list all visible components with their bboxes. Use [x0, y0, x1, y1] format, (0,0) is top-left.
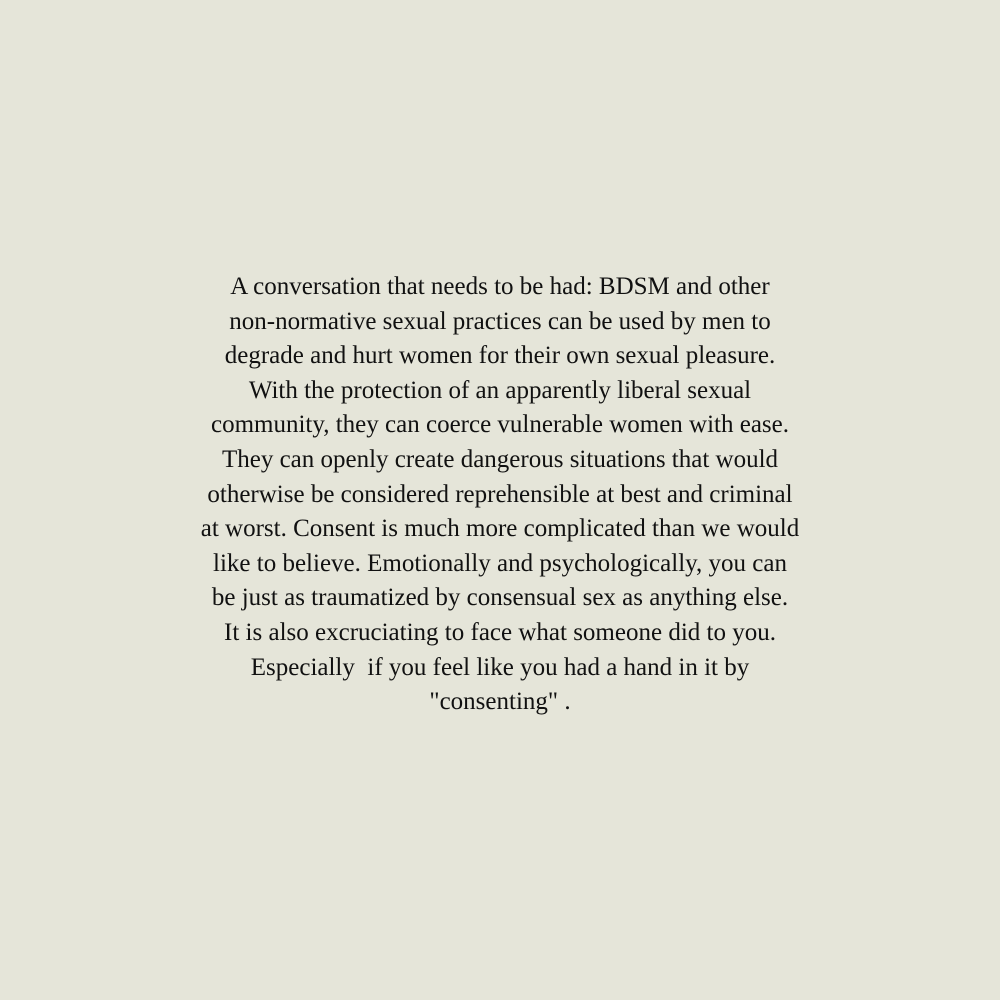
text-line: "consenting" .: [429, 688, 571, 716]
text-line: non-normative sexual practices can be used by men to: [229, 307, 771, 335]
text-line: community, they can coerce vulnerable women with ease.: [210, 411, 789, 439]
text-line: be just as traumatized by consensual sex as anything else.: [211, 584, 789, 612]
text-line: A conversation that needs to be had: BDSM and other: [230, 273, 770, 300]
text-line: They can openly create dangerous situations that would: [221, 445, 779, 473]
text-line: at worst. Consent is much more complicated than we would: [200, 515, 800, 543]
text-line: With the protection of an apparently liberal sexual: [248, 376, 752, 404]
statement-text-block: [0, 270, 1000, 720]
text-line: otherwise be considered reprehensible at best and criminal: [207, 480, 793, 508]
text-line: It is also excruciating to face what someone did to you.: [224, 618, 776, 646]
text-line: Especially if you feel like you had a hand in it by: [250, 653, 750, 681]
text-line: like to believe. Emotionally and psychologically, you can: [213, 549, 787, 577]
text-line: degrade and hurt women for their own sexual pleasure.: [224, 342, 776, 370]
